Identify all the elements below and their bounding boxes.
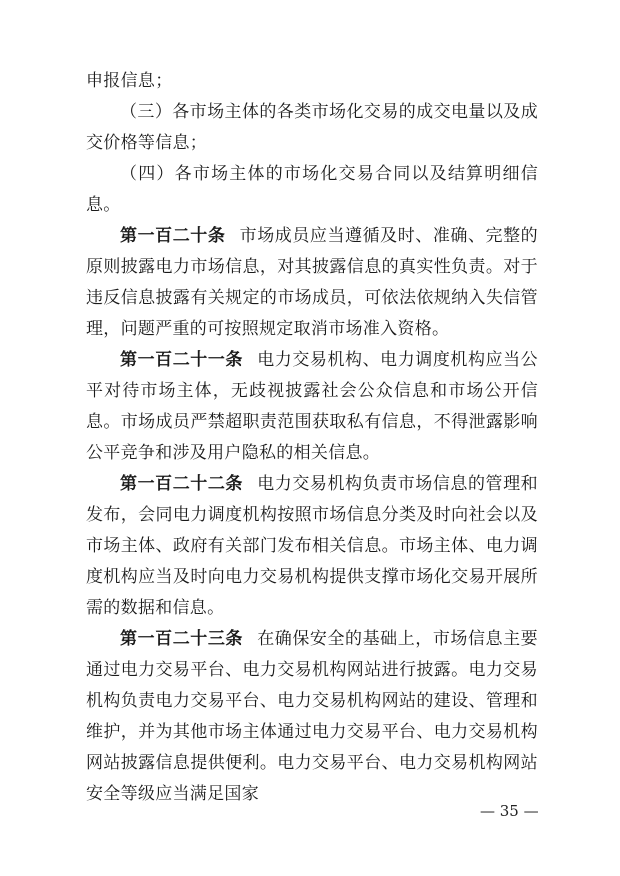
article-text: 电力交易机构、电力调度机构应当公平对待市场主体，无歧视披露社会公众信息和市场公开信息。市场成员严禁超职责范围获取私有信息，不得泄露影响公平竞争和涉及用户隐私的相关信息。 [86, 350, 538, 463]
article-text: 在确保安全的基础上，市场信息主要通过电力交易平台、电力交易机构网站进行披露。电力交易机构负责电力交易平台、电力交易机构网站的建设、管理和维护，并为其他市场主体通过电力交易平台、电力交易机构网站披露信息提供便利。电力交易平台、电力交易机构网站安全等级应当满足国家 [86, 629, 538, 804]
article-heading: 第一百二十一条 [120, 350, 243, 370]
article-heading: 第一百二十条 [120, 226, 226, 246]
article-text: 电力交易机构负责市场信息的管理和发布，会同电力调度机构按照市场信息分类及时向社会以及市场主体、政府有关部门发布相关信息。市场主体、电力调度机构应当及时向电力交易机构提供支撑市场化交易开展所需的数据和信息。 [86, 474, 538, 618]
paragraph-1 [86, 97, 538, 159]
article-120 [86, 221, 538, 345]
article-text: 市场成员应当遵循及时、准确、完整的原则披露电力市场信息，对其披露信息的真实性负责。对于违反信息披露有关规定的市场成员，可依法依规纳入失信管理，问题严重的可按照规定取消市场准入资格。 [86, 226, 538, 339]
paragraph-0 [86, 66, 538, 97]
paragraph-text: （四）各市场主体的市场化交易合同以及结算明细信息。 [86, 164, 538, 215]
paragraph-2 [86, 159, 538, 221]
article-122 [86, 469, 538, 624]
article-123 [86, 624, 538, 810]
paragraph-text: 申报信息； [86, 71, 173, 91]
page-number: — 35 — [480, 802, 539, 820]
article-heading: 第一百二十二条 [120, 474, 243, 494]
document-body [86, 66, 538, 810]
paragraph-text: （三）各市场主体的各类市场化交易的成交电量以及成交价格等信息； [86, 102, 538, 153]
article-heading: 第一百二十三条 [120, 629, 243, 649]
article-121 [86, 345, 538, 469]
